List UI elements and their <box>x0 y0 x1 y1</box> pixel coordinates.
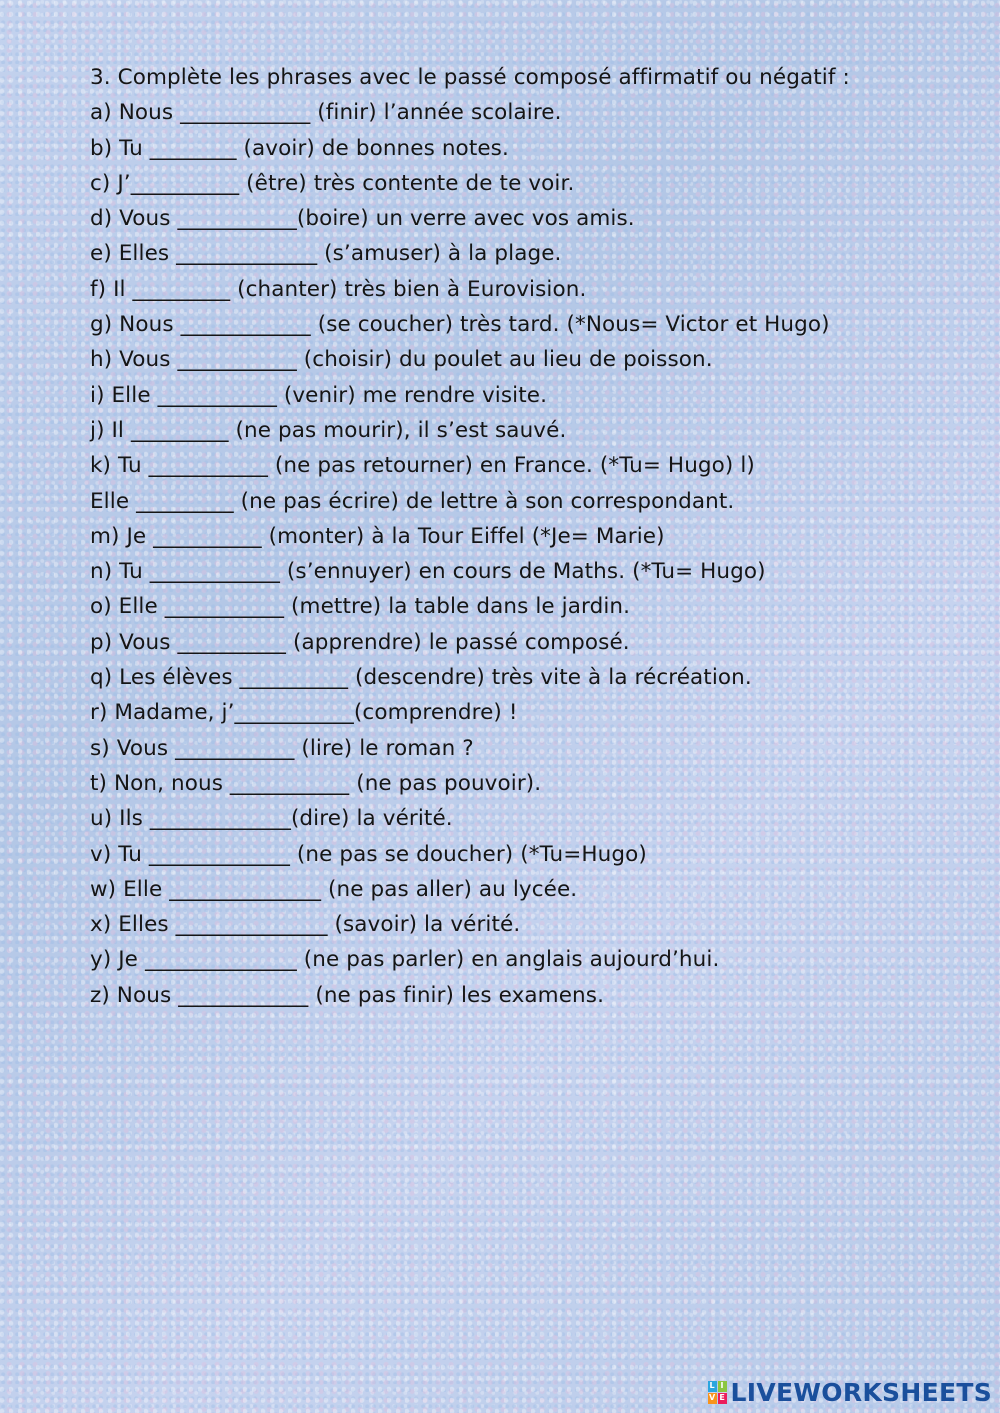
sentence-h: h) Vous ___________ (choisir) du poulet au lieu de poisson. <box>90 347 713 373</box>
sentence-c: c) J’__________ (être) très contente de te voir. <box>90 170 575 196</box>
sentence-r: r) Madame, j’___________(comprendre) ! <box>90 700 518 726</box>
sentence-m: m) Je __________ (monter) à la Tour Eiffel (*Je= Marie) <box>90 523 665 549</box>
brand-name: LIVEWORKSHEETS <box>730 1377 992 1407</box>
worksheet <box>90 60 950 1013</box>
sentence-l: Elle _________ (ne pas écrire) de lettre à son correspondant. <box>90 488 735 514</box>
sentence-e: e) Elles _____________ (s’amuser) à la plage. <box>90 241 562 267</box>
sentence-z: z) Nous ____________ (ne pas finir) les examens. <box>90 982 604 1008</box>
sentence-w: w) Elle ______________ (ne pas aller) au lycée. <box>90 876 578 902</box>
liveworksheets-logo-icon <box>708 1381 727 1404</box>
sentence-v: v) Tu _____________ (ne pas se doucher) (*Tu=Hugo) <box>90 841 647 867</box>
liveworksheets-brand <box>708 1379 992 1405</box>
sentence-j: j) Il _________ (ne pas mourir), il s’est sauvé. <box>90 417 567 443</box>
sentence-x: x) Elles ______________ (savoir) la vérité. <box>90 912 521 938</box>
logo-letter-v: V <box>708 1393 716 1402</box>
sentence-d: d) Vous ___________(boire) un verre avec vos amis. <box>90 206 635 232</box>
logo-letter-e: E <box>719 1393 725 1402</box>
logo-letter-i: I <box>718 1381 727 1392</box>
sentence-p: p) Vous __________ (apprendre) le passé composé. <box>90 629 630 655</box>
sentence-s: s) Vous ___________ (lire) le roman ? <box>90 735 474 761</box>
sentence-b: b) Tu ________ (avoir) de bonnes notes. <box>90 135 509 161</box>
sentence-t: t) Non, nous ___________ (ne pas pouvoir). <box>90 770 542 796</box>
sentence-q: q) Les élèves __________ (descendre) très vite à la récréation. <box>90 665 752 691</box>
sentence-n: n) Tu ____________ (s’ennuyer) en cours de Maths. (*Tu= Hugo) <box>90 559 766 585</box>
logo-letter-l: L <box>709 1381 715 1390</box>
sentence-k: k) Tu ___________ (ne pas retourner) en France. (*Tu= Hugo) l) <box>90 453 755 479</box>
sentence-y: y) Je ______________ (ne pas parler) en anglais aujourd’hui. <box>90 947 720 973</box>
sentence-list <box>90 95 950 1013</box>
sentence-f: f) Il _________ (chanter) très bien à Eurovision. <box>90 276 587 302</box>
sentence-u: u) Ils _____________(dire) la vérité. <box>90 806 453 832</box>
sentence-o: o) Elle ___________ (mettre) la table dans le jardin. <box>90 594 631 620</box>
exercise-instruction: 3. Complète les phrases avec le passé composé affirmatif ou négatif : <box>90 65 850 90</box>
sentence-a: a) Nous ____________ (finir) l’année scolaire. <box>90 100 562 126</box>
sentence-g: g) Nous ____________ (se coucher) très tard. (*Nous= Victor et Hugo) <box>90 312 830 338</box>
sentence-i: i) Elle ___________ (venir) me rendre visite. <box>90 382 548 408</box>
